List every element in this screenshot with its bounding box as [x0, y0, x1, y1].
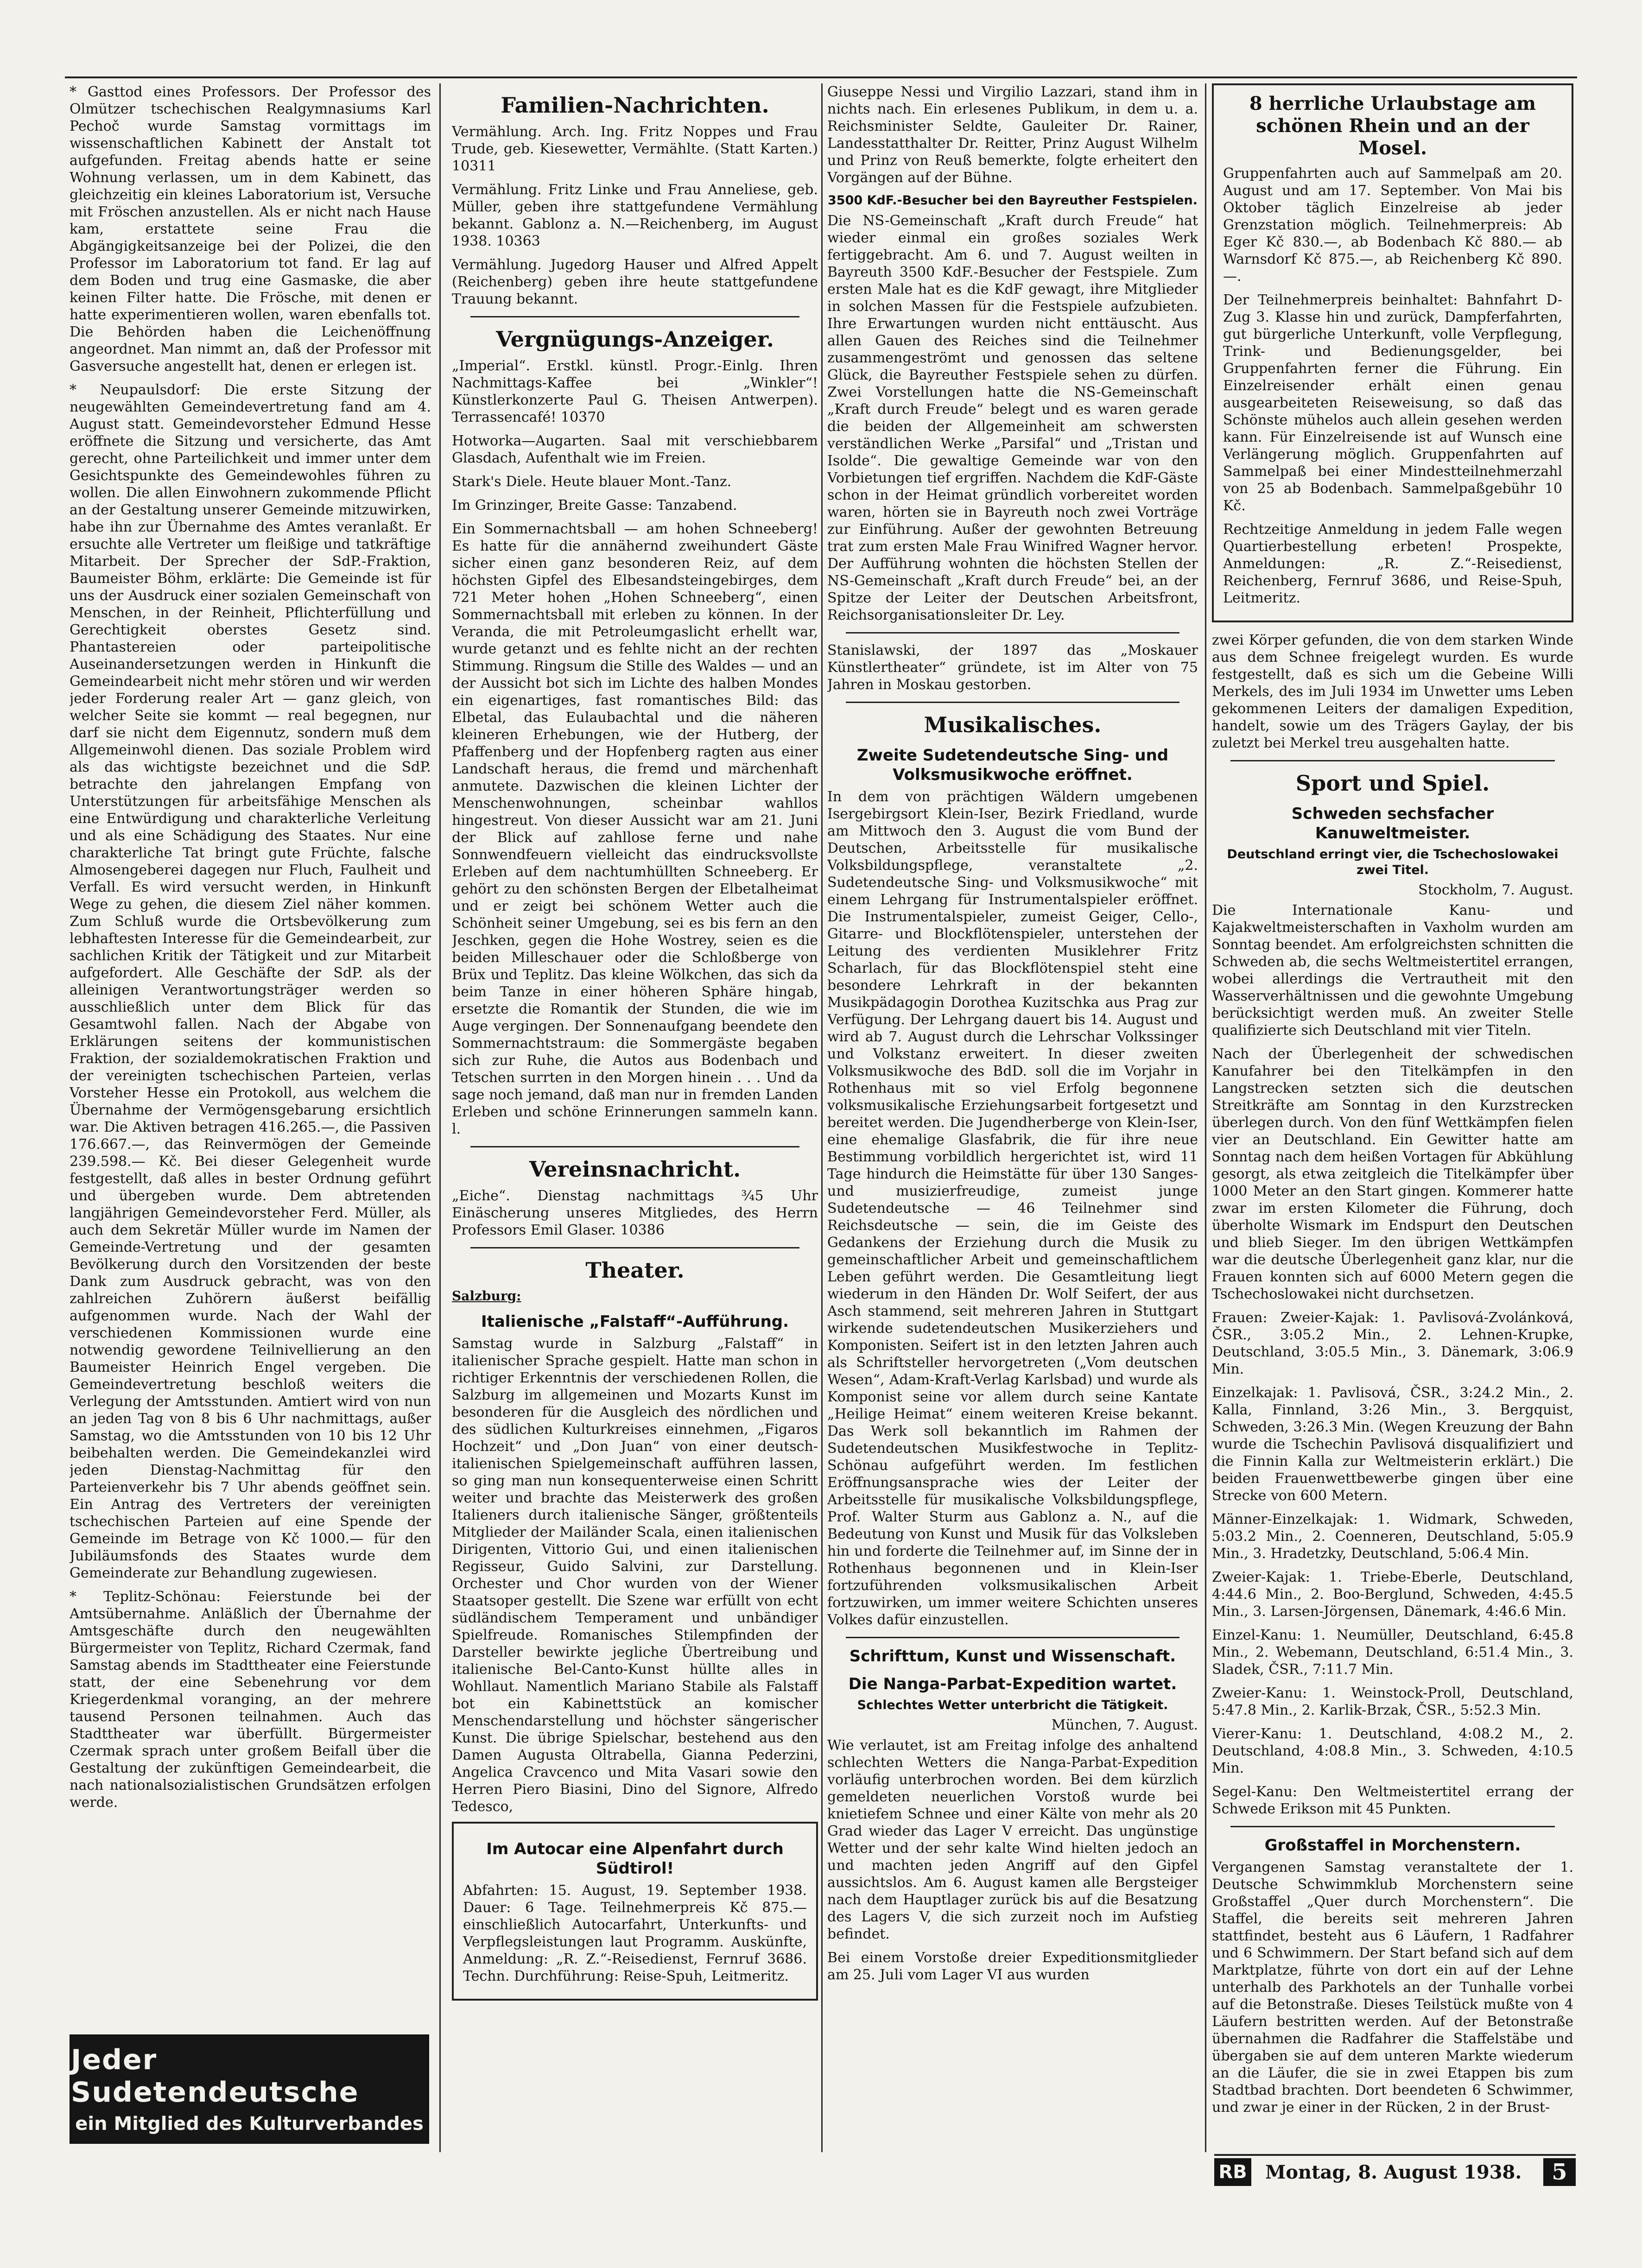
place-label: Salzburg: — [452, 1288, 521, 1304]
notice-verein: „Eiche“. Dienstag nachmittags ¾5 Uhr Einäscherung unseres Mitgliedes, des Herrn Professors Emil Glaser. 10386 — [452, 1188, 818, 1238]
result-5: Einzel-Kanu: 1. Neumüller, Deutschland, 6:45.8 Min., 2. Webemann, Deutschland, 6:51.4 Min., 3. Sladek, ČSR., 7:11.7 Min. — [1212, 1627, 1573, 1678]
section-title-sport: Sport und Spiel. — [1295, 771, 1490, 796]
column-3 — [827, 83, 1198, 2152]
newspaper-logo: RB — [1214, 2158, 1251, 2186]
section-title-schrifttum: Schrifttum, Kunst und Wissenschaft. — [849, 1647, 1176, 1666]
notice-fam-3: Vermählung. Jugedorg Hauser und Alfred Appelt (Reichenberg) geben ihre heute stattgefundene Trauung bekannt. — [452, 257, 818, 307]
dateline-stockholm: Stockholm, 7. August. — [1418, 882, 1573, 898]
notice-v3: Stark's Diele. Heute blauer Mont.-Tanz. — [452, 474, 732, 490]
headline-musikwoche: Zweite Sudetendeutsche Sing- und Volksmusikwoche eröffnet. — [856, 746, 1169, 784]
section-title-musik: Musikalisches. — [924, 712, 1102, 737]
headline-urlaubstage: 8 herrliche Urlaubstage am schönen Rhein und an der Mosel. — [1249, 93, 1536, 159]
notice-v1: „Imperial“. Erstkl. künstl. Progr.-Einlg. Ihren Nachmittags-Kaffee bei „Winkler“! Künstlerkonzerte Paul G. Theisen Antwerpen). Terrassencafé! 10370 — [452, 358, 818, 425]
article-falstaff-cont: Giuseppe Nessi und Virgilio Lazzari, stand ihm in nichts nach. Ein erlesenes Publikum, in dem u. a. Reichsminister Seldte, Gauleiter Dr. Rainer, Landesstatthalter Dr. Reitter, Prinz August Wilhelm und Prinz von Reuß bemerkte, folgte erheitert den Vorgängen auf der Bühne. — [827, 84, 1198, 186]
article-kanu-1: Die Internationale Kanu- und Kajakweltmeisterschaften in Vaxholm wurden am Sonntag beendet. Am erfolgreichsten schnitten die Schweden ab, die sechs Weltmeistertitel errangen, wobei allerdings die Vertrautheit mit den Wasserverhältnissen und die gewohnte Umgebung berücksichtigt werden muß. An zweiter Stelle qualifizierte sich Deutschland mit vier Titeln. — [1212, 902, 1573, 1039]
separator — [846, 702, 1179, 703]
article-neupaulsdorf: * Neupaulsdorf: Die erste Sitzung der neugewählten Gemeindevertretung fand am 4. August statt. Gemeindevorsteher Edmund Hesse eröffnete die Sitzung und versicherte, das Amt gerecht, ohne Parteilichkeit und immer unter dem Gesichtspunkte des Gemeindewohles führen zu wollen. Die allen Einwohnern zukommende Pflicht an der Gestaltung unserer Gemeinde mitzuwirken, habe ihn zur Übernahme des Amtes veranlaßt. Er ersuchte alle Vertreter um fleißige und tatkräftige Mitarbeit. Der Sprecher der SdP.-Fraktion, Baumeister Böhm, erklärte: Die Gemeinde ist für uns der Ausdruck einer sozialen Gemeinschaft von Menschen, in der Reinheit, Pflichterfüllung und Gerechtigkeit oberstes Gesetz sind. Phantastereien oder parteipolitische Auseinandersetzungen werden in Hinkunft die Gemeindearbeit nicht mehr stören und wir werden jeder Forderung realer Art — ganz gleich, von welcher Seite sie kommt — real begegnen, nur darf sie nicht dem Eigennutz, sondern muß dem Allgemeinwohl dienen. Das soziale Problem wird als das wichtigste bezeichnet und die SdP. betrachte den jahrelangen Empfang von Unterstützungen für arbeitsfähige Menschen als eine Entwürdigung und charakterliche Verleitung und als eine Schädigung des Staates. Nur eine charakterliche Tat bringt gute Früchte, falsche Almosengeberei dagegen nur Fluch, Faulheit und Verfall. Es wird versucht werden, in Hinkunft Wege zu gehen, die diesem Ziel näher kommen. Zum Schluß wurde die Ortsbevölkerung zum lebhaftesten Interesse für die Gemeindearbeit, zur sachlichen Kritik der Tätigkeit und zur Mitarbeit aufgefordert. Alle Geschäfte der SdP. als der alleinigen Verantwortungsträger werden so ausschließlich unter dem Blick für das Gesamtwohl fallen. Nach der Abgabe von Erklärungen seitens der kommunistischen Fraktion, der sozialdemokratischen Fraktion und der vereinigten tschechischen Parteien, verlas Vorsteher Hesse ein Protokoll, aus welchem die Übernahme der Vermögensgebarung ersichtlich war. Die Aktiven betragen 416.265.—, die Passiven 176.667.—, das Reinvermögen der Gemeinde 239.598.— Kč. Bei dieser Gelegenheit wurde festgestellt, daß alles in bester Ordnung geführt und übergeben wurde. Dem abtretenden langjährigen Gemeindevorsteher Ferd. Müller, als auch dem Sekretär Müller wurde im Namen der Gemeinde-Vertretung und der gesamten Bevölkerung durch den Vorsitzenden der beste Dank zum Ausdruck gebracht, was von den zahlreichen Zuhörern äußerst beifällig aufgenommen wurde. Nach der Wahl der verschiedenen Kommissionen wurde eine notwendig gewordene Teilnivellierung an den Baumeister Heinrich Engel vergeben. Die Gemeindevertretung beschloß weiters die Verlegung der Amtsstunden. Amtiert wird von nun an jeden Tag von 8 bis 6 Uhr nachmittags, außer Samstag, wo die Amtsstunden von 10 bis 12 Uhr beibehalten werden. Die Gemeindekanzlei wird jeden Dienstag-Nachmittag für den Parteienverkehr bis 7 Uhr abends geöffnet sein. Ein Antrag des Vertreters der vereinigten tschechischen Parteien auf eine Spende der Gemeinde im Betrage von Kč 1000.— für den Jubiläumsfonds des Staates wurde dem Gemeinderate zur Behandlung zugewiesen. — [70, 382, 431, 1581]
top-rule — [65, 76, 1577, 78]
column-1 — [70, 83, 431, 2027]
section-title-verein: Vereinsnachricht. — [529, 1157, 741, 1182]
column-rule — [439, 83, 441, 2152]
article-gasttod: * Gasttod eines Professors. Der Professor des Olmützer tschechischen Realgymnasiums Karl Pechoč wurde Samstag vormittags im wissenschaftlichen Kabinett der Anstalt tot aufgefunden. Freitag abends hatte er seine Wohnung verlassen, um in dem Kabinett, das gleichzeitig ein kleines Laboratorium ist, Versuche mit Fröschen anzustellen. Als er nicht nach Hause kam, erstattete seine Frau die Abgängigkeitsanzeige bei der Polizei, die den Professor im Laboratorium tot fand. Er lag auf dem Boden und trug eine Gasmaske, die aber keinen Filter hatte. Die Frösche, mit denen er hatte experimentieren wollen, waren ebenfalls tot. Die Behörden haben die Leichenöffnung angeordnet. Man nimmt an, daß der Professor mit Gasversuche angestellt hat, denen er erlegen ist. — [70, 84, 431, 374]
separator — [1230, 1826, 1555, 1827]
notice-fam-2: Vermählung. Fritz Linke und Frau Anneliese, geb. Müller, geben ihre stattgefundene Vermählung bekannt. Gablonz a. N.—Reichenberg, im August 1938. 10363 — [452, 182, 818, 249]
issue-date: Montag, 8. August 1938. — [1265, 2161, 1522, 2183]
headline-bayreuth: 3500 KdF.-Besucher bei den Bayreuther Festspielen. — [828, 193, 1198, 208]
headline-nanga: Die Nanga-Parbat-Expedition wartet. — [848, 1675, 1177, 1693]
result-1: Frauen: Zweier-Kajak: 1. Pavlisová-Zvolánková, ČSR., 3:05.2 Min., 2. Lehnen-Krupke, Deutschland, 3:05.5 Min., 3. Dänemark, 3:06.9 Min. — [1212, 1310, 1573, 1377]
separator — [470, 1146, 799, 1147]
section-title-familie: Familien-Nachrichten. — [501, 93, 769, 118]
column-rule — [821, 83, 823, 2152]
rhein-mosel-advert — [1212, 83, 1573, 622]
headline-grossstaffel: Großstaffel in Morchenstern. — [1264, 1836, 1521, 1855]
section-title-vergnuegung: Vergnügungs-Anzeiger. — [496, 327, 774, 352]
article-nanga-2: Bei einem Vorstoße dreier Expeditionsmitglieder am 25. Juli vom Lager VI aus wurden — [827, 1950, 1198, 1983]
headline-falstaff: Italienische „Falstaff“-Aufführung. — [481, 1312, 789, 1331]
notice-fam-1: Vermählung. Arch. Ing. Fritz Noppes und Frau Trude, geb. Kiesewetter, Vermählte. (Statt Karten.) 10311 — [452, 124, 818, 174]
result-2: Einzelkajak: 1. Pavlisová, ČSR., 3:24.2 Min., 2. Kalla, Finnland, 3:26 Min., 3. Bergquist, Schweden, 3:26.3 Min. (Wegen Kreuzung der Bahn wurde die Tschechin Pavlisová disqualifiziert und die Finnin Kalla zur Weltmeisterin erklärt.) Die beiden Frauenwettbewerbe gingen über eine Strecke von 600 Metern. — [1212, 1385, 1573, 1504]
separator — [846, 1637, 1179, 1638]
result-7: Vierer-Kanu: 1. Deutschland, 4:08.2 M., 2. Deutschland, 4:08.8 Min., 3. Schweden, 4:10.5 Min. — [1212, 1726, 1573, 1776]
article-falstaff: Samstag wurde in Salzburg „Falstaff“ in italienischer Sprache gespielt. Hatte man schon in richtiger Erkenntnis der verschiedenen Rollen, die Salzburg im allgemeinen und Mozarts Kunst im besonderen für die Ausgleich des nördlichen und des südlichen Kulturkreises einnehmen, „Figaros Hochzeit“ und „Don Juan“ von einer deutsch-italienischen Spielgemeinschaft aufführen lassen, so ging man nun konsequenterweise einen Schritt weiter und brachte das Meisterwerk des großen Italieners durch italienische Sänger, größtenteils Mitglieder der Mailänder Scala, einen italienischen Dirigenten, Vittorio Gui, und einen italienischen Regisseur, Guido Salvini, zur Darstellung. Orchester und Chor wurden von der Wiener Staatsoper gestellt. Die Szene war erfüllt von echt südländischem Temperament und unbändiger Spielfreude. Romanisches Stilempfinden der Darsteller bewirkte jegliche Übertreibung und italienische Bel-Canto-Kunst hüllte alles in Wohllaut. Namentlich Mariano Stabile als Falstaff bot ein Kabinettstück an komischer Menschendarstellung und höchster sängerischer Kunst. Die übrige Spielschar, bestehend aus den Damen Augusta Oltrabella, Gianna Pederzini, Angelica Cravcenco und Mita Vasari sowie den Herren Piero Biasini, Dino del Signore, Alfredo Tedesco, — [452, 1336, 818, 1815]
advert-line-2: ein Mitglied des Kulturverbandes — [75, 2113, 424, 2135]
article-nanga-cont: zwei Körper gefunden, die von dem starken Winde aus dem Schnee freigelegt wurden. Es wurde festgestellt, daß es sich um die Gebeine Willi Merkels, des im Juli 1934 im Unwetter ums Leben gekommenen Leiters der damaligen Expedition, handelt, sowie um des Trägers Gaylay, der bis zuletzt bei Merkel treu ausgehalten hatte. — [1212, 632, 1573, 751]
section-title-theater: Theater. — [585, 1258, 685, 1283]
article-kanu-2: Nach der Überlegenheit der schwedischen Kanufahrer bei den Titelkämpfen in den Langstrecken setzten sich die deutschen Streitkräfte am Sonntag in den Kurzstrecken überlegen durch. Von den fünf Wettkämpfen fielen vier an Deutschland. Ein Gewitter hatte am Sonntag nach dem heißen Vortagen für Abkühlung gesorgt, als etwa zeitgleich die Titelkämpfer über 1000 Meter an den Start gingen. Kommerer hatte zwar im ersten Kilometer die Führung, doch überholte Wismark im Endspurt den Deutschen und blieb Sieger. Im den übrigen Wettkämpfen war die deutsche Überlegenheit ganz klar, nur die Frauen konnten sich auf 6000 Metern gegen die Tschechoslowakei nicht durchsetzen. — [1212, 1046, 1573, 1302]
advert-text-2: Der Teilnehmerpreis beinhaltet: Bahnfahrt D-Zug 3. Klasse hin und zurück, Dampferfahrten, gut bürgerliche Unterkunft, volle Verpflegung, Trink- und Bedienungsgelder, bei Gruppenfahrten ferner die Führung. Ein Einzelreisender erhält einen genau ausgearbeiteten Reiseweisung, so daß das Schönste mühelos auch allein gesehen werden kann. Für Einzelreisende ist auf Wunsch eine Verlängerung möglich. Gruppenfahrten auf Sammelpaß bei einer Mindestteilnehmerzahl von 25 ab Bodenbach. Sammelpaßgebühr 10 Kč. — [1223, 292, 1562, 514]
notice-v2: Hotworka—Augarten. Saal mit verschiebbarem Glasdach, Aufenthalt wie im Freien. — [452, 433, 818, 466]
column-rule — [1205, 83, 1206, 2152]
notice-v4: Im Grinzinger, Breite Gasse: Tanzabend. — [452, 497, 737, 513]
autocar-text: Abfahrten: 15. August, 19. September 1938. Dauer: 6 Tage. Teilnehmerpreis Kč 875.— einschließlich Autocarfahrt, Unterkunfts- und Verpflegsleistungen laut Programm. Auskünfte, Anmeldung: „R. Z.“-Reisedienst, Fernruf 3686. Techn. Durchführung: Reise-Spuh, Leitmeritz. — [463, 1882, 807, 1984]
advert-text-3: Rechtzeitige Anmeldung in jedem Falle wegen Quartierbestellung erbeten! Prospekte, Anmeldungen: „R. Z.“-Reisedienst, Reichenberg, Fernruf 3686, und Reise-Spuh, Leitmeritz. — [1223, 521, 1562, 606]
article-musikwoche: In dem von prächtigen Wäldern umgebenen Isergebirgsort Klein-Iser, Bezirk Friedland, wurde am Mittwoch den 3. August die vom Bund der Deutschen, Arbeitsstelle für musikalische Volksbildungspflege, veranstaltete „2. Sudetendeutsche Sing- und Volksmusikwoche“ mit einem Lehrgang für Instrumentalspieler eröffnet. Die Instrumentalspieler, zumeist Geiger, Cello-, Gitarre- und Blockflötenspieler, unterstehen der Leitung des verdienten Musiklehrer Fritz Scharlach, für das Blockflötenspiel steht eine besondere Lehrkraft in der bekannten Musikpädagogin Dorothea Kuzitschka aus Prag zur Verfügung. Der Lehrgang dauert bis 14. August und wird ab 7. August durch die Lehrschar Volkssinger und Volkstanz erweitert. In dieser zweiten Volksmusikwoche des BdD. soll die im Vorjahr in Rothenhaus mit so viel Erfolg begonnene volksmusikalische Erziehungsarbeit fortgesetzt und bereitet werden. Die Jugendherberge von Klein-Iser, eine ehemalige Glasfabrik, die für ihre neue Bestimmung vorbildlich hergerichtet ist, wird 11 Tage hindurch die Heimstätte für über 130 Sanges- und musizierfreudige, zumeist junge Sudetendeutsche — 46 Teilnehmer sind Reichsdeutsche — sein, die im Geiste des Gedankens der Erziehung durch die Musik zu gemeinschaftlicher Arbeit und gemeinschaftlichem Leben geführt werden. Die Gesamtleitung liegt wiederum in den Händen Dr. Wolf Seifert, der aus Asch stammend, seit mehreren Jahren in Stuttgart wirkende sudetendeutschen Musikerziehers und Komponisten. Seifert ist in den letzten Jahren auch als Schriftsteller hervorgetreten („Vom deutschen Wesen“, Adam-Kraft-Verlag Karlsbad) und wurde als Komponist seine vor allem durch seine Kantate „Heilige Heimat“ einem weiteren Kreise bekannt. Das Werk soll bekanntlich im Rahmen der Sudetendeutschen Musikfestwoche in Teplitz-Schönau aufgeführt werden. Im festlichen Eröffnungsansprache wies der Leiter der Arbeitsstelle für musikalische Volksbildungspflege, Prof. Walter Sturm aus Gablonz a. N., auf die Bedeutung von Kunst und Musik für das Volksleben hin und forderte die Teilnehmer auf, im Sinne der in Rothenhaus begonnenen und in Klein-Iser fortzuführenden volksmusikalischen Arbeit fortzuwirken, um immer weitere Schichten unseres Volkes dafür einzustellen. — [827, 789, 1198, 1628]
advert-text-1: Gruppenfahrten auch auf Sammelpaß am 20. August und am 17. September. Von Mai bis Oktober täglich Einzelreise ab jeder Grenzstation möglich. Teilnehmerpreis: Ab Eger Kč 830.—, ab Bodenbach Kč 880.— ab Warnsdorf Kč 875.—, ab Reichenberg Kč 890.—. — [1223, 165, 1562, 285]
result-8: Segel-Kanu: Den Weltmeistertitel errang der Schwede Erikson mit 45 Punkten. — [1212, 1784, 1573, 1817]
advert-line-1: Jeder Sudetendeutsche — [71, 2044, 359, 2109]
headline-kanu: Schweden sechsfacher Kanuweltmeister. — [1291, 805, 1494, 843]
subheadline-nanga: Schlechtes Wetter unterbricht die Tätigkeit. — [857, 1698, 1168, 1712]
article-grossstaffel: Vergangenen Samstag veranstaltete der 1. Deutsche Schwimmklub Morchenstern seine Großstaffel „Quer durch Morchenstern“. Die Staffel, die bereits seit mehreren Jahren stattfindet, besteht aus 6 Läufern, 1 Radfahrer und 6 Schwimmern. Der Start befand sich auf dem Marktplatze, führte von dort ein auf der Lehne unterhalb des Parkhotels an der Tunhalle vorbei auf die Betonstraße. Dieses Teilstück mußte von 4 Läufern bestritten werden. Auf der Betonstraße übernahmen die Radfahrer die Staffelstäbe und übergaben sie auf dem unteren Markte wiederum an die Läufer, die sie in zwei Etappen bis zum Stadtbad brachten. Dort beendeten 6 Schwimmer, und zwar je einer in der Rücken, 2 in der Brust- — [1212, 1859, 1573, 2116]
dateline-muenchen: München, 7. August. — [1051, 1717, 1198, 1733]
article-sommernachtsball: Ein Sommernachtsball — am hohen Schneeberg! Es hatte für die annähernd zweihundert Gäste sicher einen ganz besonderen Reiz, auf dem höchsten Gipfel des Elbesandsteingebirges, dem 721 Meter hohen „Hohen Schneeberg“, einen Sommernachtsball mit erleben zu können. In der Veranda, die mit Petroleumgaslicht erhellt war, wurde getanzt und es fehlte nicht an der rechten Stimmung. Ringsum die Stille des Waldes — und an der Aussicht bot sich im Lichte des halben Mondes ein eigenartiges, fast romantisches Bild: das Elbetal, das Eulaubachtal und die näheren kleineren Erhebungen, wie der Hutberg, der Pfaffenberg und der Hopfenberg ragten aus einer Landschaft heraus, die fremd und märchenhaft anmutete. Dazwischen die kleinen Lichter der Menschenwohnungen, scheinbar wahllos hingestreut. Von dieser Aussicht war am 21. Juni der Blick auf zahllose ferne und nahe Sonnwendfeuern vielleicht das eindrucksvollste Erleben auf dem nachtumhüllten Schneeberg. Er gehört zu den schönsten Bergen der Elbetalheimat und er zeigt bei schönem Wetter auch die Schönheit seiner Umgebung, sei es bis fern an den Jeschken, gegen die Hohe Wostrey, seien es die beiden Milleschauer oder die Schloßberge von Brüx und Teplitz. Das kleine Wölkchen, das sich da beim Tanze in einer höheren Sphäre hingab, ersetzte die Romantik der Stunden, die wie im Auge vergingen. Der Sonnenaufgang beendete den Sommernachtstraum: die Sommergäste begaben sich zur Ruhe, die Autos aus Bodenbach und Tetschen surrten in den Morgen hinein . . . Und da sage noch jemand, daß man nur in fremden Landen Erleben und schöne Erinnerungen sammeln kann. l. — [452, 521, 818, 1137]
article-bayreuth: Die NS-Gemeinschaft „Kraft durch Freude“ hat wieder einmal ein großes soziales Werk fertiggebracht. Am 6. und 7. August weilten in Bayreuth 3500 KdF.-Besucher der Festspiele. Zum ersten Male hat es die KdF gewagt, ihre Mitglieder in solchen Massen für die Festspiele aufzubieten. Ihre Erwartungen wurden nicht enttäuscht. Aus allen Gauen des Reiches sind die Teilnehmer zusammengeströmt und genossen das seltene Glück, die Bayreuther Festspiele sehen zu dürfen. Zwei Vorstellungen hatte die NS-Gemeinschaft „Kraft durch Freude“ belegt und es waren gerade die beiden der Allgemeinheit am schwersten verständlichen Werke „Parsifal“ und „Tristan und Isolde“. Die gewaltige Gemeinde war von den Vorbietungen tief ergriffen. Nachdem die KdF-Gäste schon in der Heimat gründlich vorbereitet worden waren, hörten sie in Bayreuth noch zwei Vorträge zur Einführung. Außer der gewohnten Betreuung trat zum ersten Male Frau Winifred Wagner hervor. Der Aufführung wohnten die höchsten Stellen der NS-Gemeinschaft „Kraft durch Freude“ bei, an der Spitze der Leiter der Deutschen Arbeitsfront, Reichsorganisationsleiter Dr. Ley. — [827, 213, 1198, 623]
separator — [1230, 760, 1555, 761]
subheadline-kanu: Deutschland erringt vier, die Tschechoslowakei zwei Titel. — [1227, 847, 1559, 877]
article-nanga: Wie verlautet, ist am Freitag infolge des anhaltend schlechten Wetters die Nanga-Parbat-Expedition vorläufig unterbrochen worden. Bei dem kürzlich gemeldeten neuerlichen Vorstoß wurde bei knietiefem Schnee und einer Kälte von mehr als 20 Grad wieder das Lager V erreicht. Das ungünstige Wetter und der sehr kalte Wind hielten jedoch an und machten jeden Angriff auf den Gipfel aussichtslos. Am 6. August kamen alle Bergsteiger nach dem Hauptlager zurück bis auf die Besatzung des Lagers V, die sich zurzeit noch im Aufstieg befindet. — [827, 1737, 1198, 1942]
column-2 — [452, 83, 818, 2152]
result-3: Männer-Einzelkajak: 1. Widmark, Schweden, 5:03.2 Min., 2. Coenneren, Deutschland, 5:05.9 Min., 3. Hradetzky, Deutschland, 5:06.4 Min. — [1212, 1511, 1573, 1562]
article-teplitz: * Teplitz-Schönau: Feierstunde bei der Amtsübernahme. Anläßlich der Übernahme der Amtsgeschäfte durch den neugewählten Bürgermeister von Teplitz, Richard Czermak, fand Samstag abends im Stadttheater eine Feierstunde statt, der eine Sebenehrung vor dem Kriegerdenkmal voranging, an der mehrere tausend Personen teilnahmen. Auch das Stadttheater war überfüllt. Bürgermeister Czermak sprach unter großem Beifall über die Gestaltung der zukünftigen Gemeindearbeit, die nach nationalsozialistischen Grundsätzen erfolgen werde. — [70, 1589, 431, 1811]
article-stanislawski: Stanislawski, der 1897 das „Moskauer Künstlertheater“ gründete, ist im Alter von 75 Jahren in Moskau gestorben. — [827, 642, 1198, 693]
autocar-advert — [452, 1822, 818, 2001]
page-footer — [1214, 2154, 1576, 2188]
headline-autocar: Im Autocar eine Alpenfahrt durch Südtirol! — [486, 1840, 784, 1878]
page-number: 5 — [1543, 2158, 1576, 2186]
separator — [470, 1247, 799, 1248]
separator — [470, 316, 799, 317]
separator — [846, 632, 1179, 634]
column-4 — [1212, 83, 1573, 2148]
result-6: Zweier-Kanu: 1. Weinstock-Proll, Deutschland, 5:47.8 Min., 2. Karlik-Brzak, ČSR., 5:52.3 Min. — [1212, 1685, 1573, 1718]
kulturverband-advert — [70, 2034, 429, 2144]
result-4: Zweier-Kajak: 1. Triebe-Eberle, Deutschland, 4:44.6 Min., 2. Boo-Berglund, Schweden, 4:45.5 Min., 3. Larsen-Jörgensen, Dänemark, 4:46.6 Min. — [1212, 1569, 1573, 1620]
